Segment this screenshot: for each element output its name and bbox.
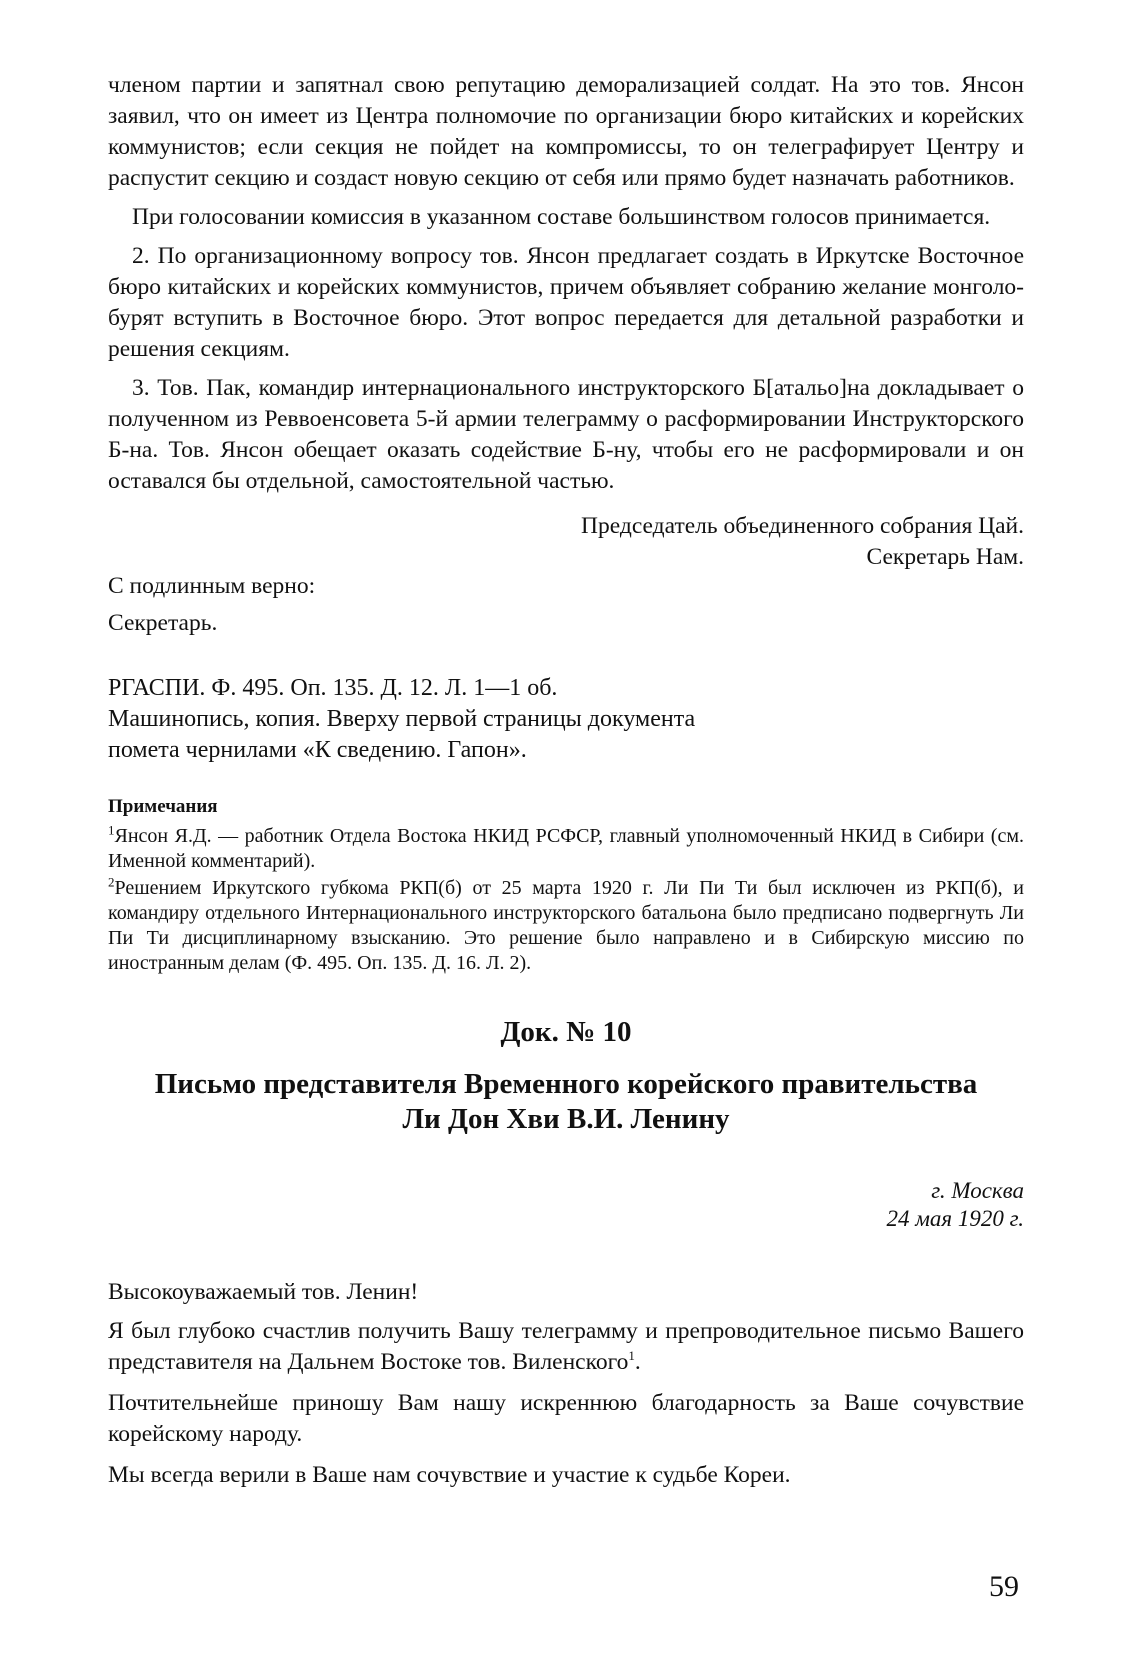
document-place: г. Москва bbox=[931, 1178, 1024, 1203]
document-number: Док. № 10 bbox=[500, 1016, 632, 1048]
note-2 bbox=[108, 876, 1024, 976]
source-line-2: Машинопись, копия. Вверху первой страницы документа bbox=[108, 706, 696, 732]
verified-note: С подлинным верно: bbox=[108, 573, 316, 599]
page-number: 59 bbox=[989, 1570, 1019, 1603]
note-1-text: Янсон Я.Д. — работник Отдела Востока НКИД РСФСР, главный уполномоченный НКИД в Сибири (см. Именной комментарий). bbox=[108, 825, 1024, 872]
paragraph-vote: При голосовании комиссия в указанном составе большинством голосов принимается. bbox=[132, 204, 991, 230]
letter-paragraph-1-mark: 1 bbox=[628, 1348, 635, 1364]
document-title bbox=[108, 1067, 1024, 1137]
greeting: Высокоуважаемый тов. Ленин! bbox=[108, 1279, 419, 1305]
letter-paragraph-1-end: . bbox=[634, 1349, 641, 1375]
paragraph-item-2: 2. По организационному вопросу тов. Янсон предлагает создать в Иркутске Восточное бюро китайских и корейских коммунистов, причем объявляет собранию желание монголо-бурят вступить в Восточное бюро. Этот вопрос передается для детальной разработки и решения секциям. bbox=[108, 243, 1024, 362]
secretary-line: Секретарь. bbox=[108, 610, 218, 636]
source-line-3: помета чернилами «К сведению. Гапон». bbox=[108, 737, 527, 763]
note-1 bbox=[108, 824, 1024, 874]
signature-secretary: Секретарь Нам. bbox=[866, 544, 1024, 570]
letter-paragraph-2: Почтительнейше приношу Вам нашу искреннюю благодарность за Ваше сочувствие корейскому народу. bbox=[108, 1390, 1024, 1447]
note-2-text: Решением Иркутского губкома РКП(б) от 25 марта 1920 г. Ли Пи Ти был исключен из РКП(б), и командиру отдельного Интернационального инструкторского батальона было предписано подвергнуть Ли Пи Ти дисциплинарному взысканию. Это решение было направлено и в Сибирскую миссию по иностранным делам (Ф. 495. Оп. 135. Д. 16. Л. 2). bbox=[108, 877, 1024, 974]
paragraph-continuation: членом партии и запятнал свою репутацию деморализацией солдат. На это тов. Янсон заявил, что он имеет из Центра полномочие по организации бюро китайских и корейских коммунистов; если секция не пойдет на компромиссы, то он телеграфирует Центру и распустит секцию и создаст новую секцию от себя или прямо будет назначать работников. bbox=[108, 72, 1024, 191]
document-title-line-2: Ли Дон Хви В.И. Ленину bbox=[402, 1103, 730, 1135]
note-1-mark: 1 bbox=[108, 822, 115, 838]
letter-paragraph-1-text: Я был глубоко счастлив получить Вашу телеграмму и препроводительное письмо Вашего представителя на Дальнем Востоке тов. Виленского bbox=[108, 1318, 1024, 1375]
source-archive: РГАСПИ. Ф. 495. Оп. 135. Д. 12. Л. 1—1 об. bbox=[108, 675, 558, 701]
source-block bbox=[108, 673, 1024, 766]
document-date: 24 мая 1920 г. bbox=[886, 1206, 1024, 1231]
place-date bbox=[108, 1177, 1024, 1233]
page-content bbox=[108, 70, 1024, 1491]
paragraph-item-3: 3. Тов. Пак, командир интернационального инструкторского Б[атальо]на докладывает о полученном из Реввоенсовета 5-й армии телеграмму о расформировании Инструкторского Б-на. Тов. Янсон обещает оказать содействие Б-ну, чтобы его не расформировали и он оставался бы отдельной, самостоятельной частью. bbox=[108, 375, 1024, 494]
letter-paragraph-1 bbox=[108, 1316, 1024, 1378]
document-title-line-1: Письмо представителя Временного корейского правительства bbox=[154, 1068, 978, 1100]
signature-chairman: Председатель объединенного собрания Цай. bbox=[581, 513, 1024, 539]
letter-paragraph-3: Мы всегда верили в Ваше нам сочувствие и участие к судьбе Кореи. bbox=[108, 1462, 791, 1488]
note-2-mark: 2 bbox=[108, 874, 115, 890]
notes-title: Примечания bbox=[108, 796, 218, 817]
